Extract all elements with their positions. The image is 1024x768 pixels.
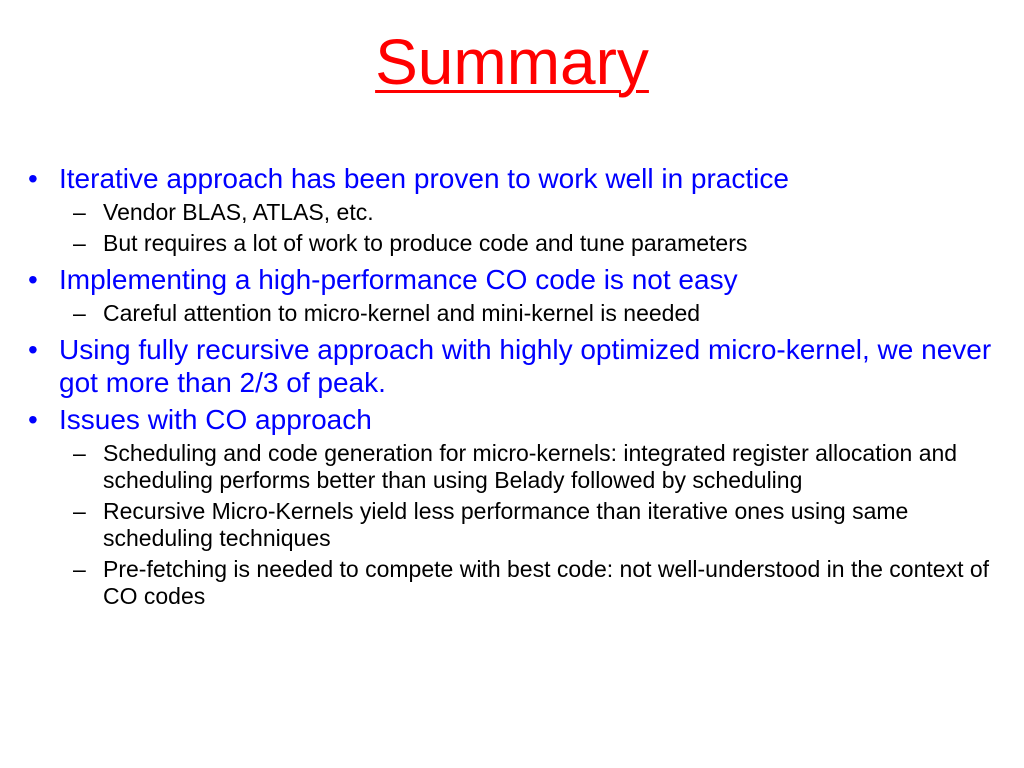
sub-bullet-item: [28, 498, 1008, 552]
dash-marker: –: [73, 440, 86, 466]
sub-bullet-item: [28, 556, 1008, 610]
bullet-text: Issues with CO approach: [59, 404, 372, 435]
bullet-marker: •: [28, 334, 38, 365]
sub-bullet-text: Scheduling and code generation for micro-kernels: integrated register allocation and scheduling performs better than using Belady followed by scheduling: [103, 440, 958, 493]
bullet-marker: •: [28, 264, 38, 295]
slide-title: Summary: [375, 26, 649, 98]
bullet-text: Using fully recursive approach with highly optimized micro-kernel, we never got more than 2/3 of peak.: [59, 334, 992, 398]
sub-bullet-item: [28, 300, 1008, 327]
bullet-text: Iterative approach has been proven to work well in practice: [59, 163, 789, 194]
bullet-marker: •: [28, 163, 38, 194]
bullet-item: [28, 162, 1008, 195]
bullet-item: [28, 263, 1008, 296]
sub-bullet-text: Recursive Micro-Kernels yield less performance than iterative ones using same scheduling techniques: [103, 498, 909, 551]
sub-bullet-item: [28, 230, 1008, 257]
sub-bullet-item: [28, 199, 1008, 226]
bullet-item: [28, 403, 1008, 436]
sub-bullet-text: Pre-fetching is needed to compete with best code: not well-understood in the context of CO codes: [103, 556, 990, 609]
dash-marker: –: [73, 300, 86, 326]
sub-bullet-text: But requires a lot of work to produce code and tune parameters: [103, 230, 748, 256]
bullet-item: [28, 333, 1008, 399]
slide-content: [28, 162, 1008, 614]
dash-marker: –: [73, 230, 86, 256]
dash-marker: –: [73, 498, 86, 524]
dash-marker: –: [73, 199, 86, 225]
sub-bullet-text: Vendor BLAS, ATLAS, etc.: [103, 199, 374, 225]
bullet-text: Implementing a high-performance CO code is not easy: [59, 264, 738, 295]
bullet-marker: •: [28, 404, 38, 435]
sub-bullet-item: [28, 440, 1008, 494]
dash-marker: –: [73, 556, 86, 582]
sub-bullet-text: Careful attention to micro-kernel and mini-kernel is needed: [103, 300, 701, 326]
